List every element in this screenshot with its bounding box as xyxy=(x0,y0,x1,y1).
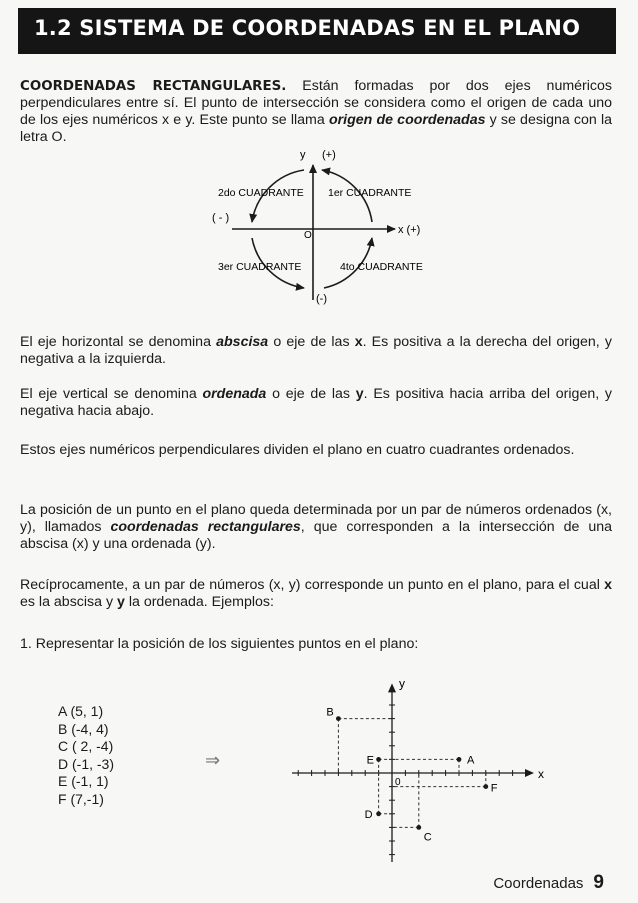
label-2do-cuadrante: 2do CUADRANTE xyxy=(218,187,304,199)
point-d-marker xyxy=(376,811,381,816)
ordenada-var: y xyxy=(355,386,364,402)
plot-x-arrow-icon xyxy=(525,769,534,777)
point-d-label: D xyxy=(364,808,373,821)
label-4to-cuadrante: 4to CUADRANTE xyxy=(340,261,423,273)
cuadrantes-paragraph: Estos ejes numéricos perpendiculares dividen el plano en cuatro cuadrantes ordenados. xyxy=(20,442,575,458)
point-a-label: A xyxy=(467,754,475,767)
abscisa-text-3: . Es positiva a la derecha del origen, y negativa a la izquierda. xyxy=(20,334,612,367)
posicion-text-2: , que corresponden a la intersección de una abscisa (x) y una ordenada (y). xyxy=(20,519,613,552)
footer-chapter: Coordenadas xyxy=(493,875,584,892)
quadrant-x-label: x (+) xyxy=(398,224,421,236)
ordenada-text-3: . Es positiva hacia arriba del origen, y negativa hacia abajo. xyxy=(20,386,612,419)
point-e-marker xyxy=(376,757,381,762)
reciproca-text-1: Recíprocamente, a un par de números (x, y) corresponde un punto en el plano, para el cual xyxy=(20,577,605,593)
point-c-marker xyxy=(416,825,421,830)
label-3er-cuadrante: 3er CUADRANTE xyxy=(218,261,302,273)
point-f-marker xyxy=(483,784,488,789)
reciproca-y: y xyxy=(117,594,125,610)
posicion-emphasis: coordenadas rectangulares xyxy=(110,519,301,535)
point-item: A (5, 1) xyxy=(58,703,104,719)
quadrant-x-negative: ( - ) xyxy=(212,212,230,224)
point-b-label: B xyxy=(326,706,334,719)
label-1er-cuadrante: 1er CUADRANTE xyxy=(328,187,412,199)
ordenada-emphasis: ordenada xyxy=(202,386,267,402)
posicion-text-1: La posición de un punto en el plano queda determinada por un par de números ordenados (x, y), llamados xyxy=(20,502,612,535)
point-b-marker xyxy=(336,716,341,721)
exercise-prompt: 1. Representar la posición de los siguientes puntos en el plano: xyxy=(20,636,419,652)
reciproca-text-2: es la abscisa y xyxy=(20,594,117,610)
page-number: 9 xyxy=(593,872,604,893)
point-c-label: C xyxy=(423,831,432,844)
point-item: D (-1, -3) xyxy=(58,755,114,772)
plot-origin-label: 0 xyxy=(395,777,401,788)
quadrant-y-label: y xyxy=(300,149,306,161)
intro-text-1: Están formadas por dos ejes numéricos perpendiculares entre sí. El punto de intersección se considera como el origen de cada uno de los ejes numéricos x e y. Este punto se llama xyxy=(20,78,613,128)
reciproca-text-3: la ordenada. Ejemplos: xyxy=(124,594,274,610)
point-item: B (-4, 4) xyxy=(58,720,109,737)
abscisa-text-2: o eje de las xyxy=(268,334,355,350)
quadrant-y-positive: (+) xyxy=(322,149,336,161)
abscisa-emphasis: abscisa xyxy=(216,334,269,350)
point-item: C ( 2, -4) xyxy=(58,738,114,754)
reciproca-x: x xyxy=(604,577,612,593)
implies-arrow-icon: ⇒ xyxy=(205,750,221,770)
page-footer xyxy=(493,872,604,894)
ordenada-text-2: o eje de las xyxy=(266,386,356,402)
intro-emphasis: origen de coordenadas xyxy=(328,112,486,128)
intro-lead: COORDENADAS RECTANGULARES. xyxy=(20,79,287,94)
quadrant-origin: O xyxy=(304,230,312,241)
plot-x-label: x xyxy=(538,767,544,781)
abscisa-var: x xyxy=(354,334,363,350)
abscisa-text-1: El eje horizontal se denomina xyxy=(20,334,217,350)
plot-y-label: y xyxy=(399,676,405,691)
point-item: E (-1, 1) xyxy=(58,773,109,789)
ordenada-text-1: El eje vertical se denomina xyxy=(20,386,203,402)
point-item: F (7,-1) xyxy=(58,790,104,807)
point-f-label: F xyxy=(490,782,498,795)
point-a-marker xyxy=(457,757,462,762)
point-e-label: E xyxy=(366,754,374,767)
section-title: 1.2 SISTEMA DE COORDENADAS EN EL PLANO xyxy=(34,16,581,40)
quadrant-y-negative: (-) xyxy=(316,293,327,305)
intro-text-2: y se designa con la letra O. xyxy=(20,112,612,145)
